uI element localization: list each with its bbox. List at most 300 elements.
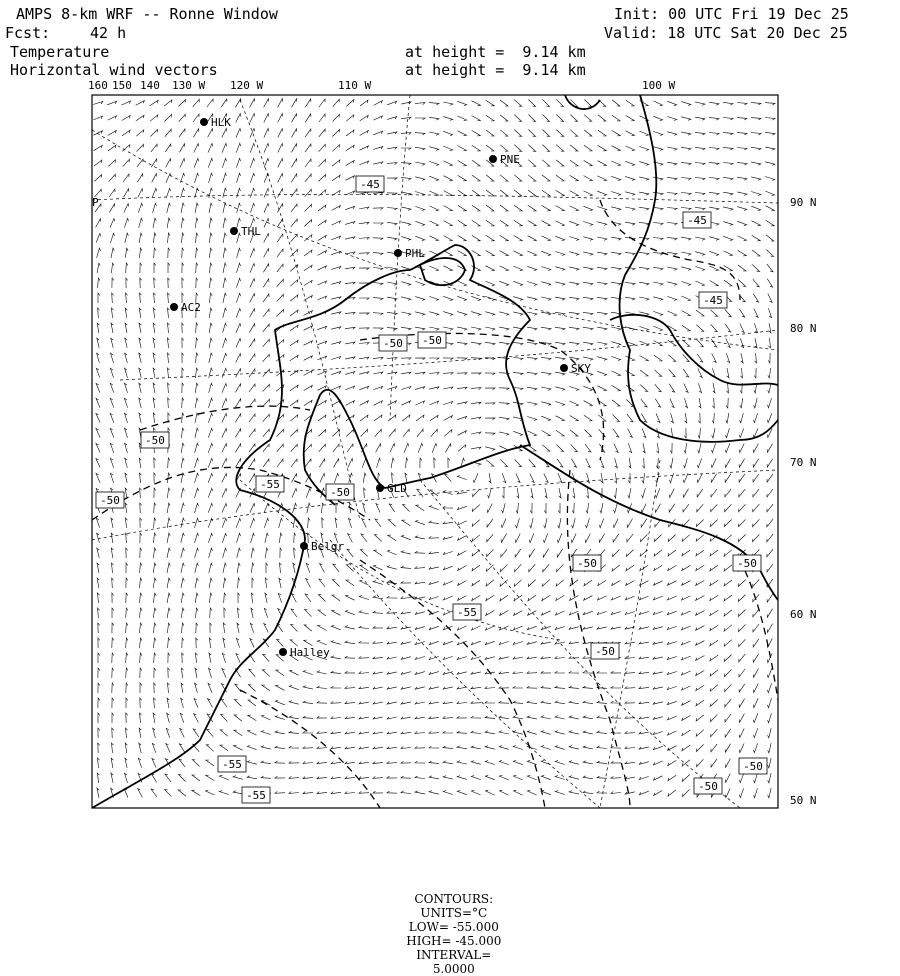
wind-vector (457, 476, 466, 480)
wind-vector (277, 294, 284, 301)
wind-vector (429, 358, 439, 360)
wind-vector (181, 563, 184, 573)
wind-vector (640, 565, 648, 570)
wind-vector (767, 624, 772, 633)
wind-vector (373, 611, 383, 613)
wind-vector (196, 233, 199, 243)
wind-vector (486, 611, 495, 616)
wind-vector (499, 716, 509, 719)
wind-vector (527, 327, 537, 330)
wind-vector (263, 324, 269, 332)
wind-vector (110, 368, 113, 377)
wind-vector (237, 608, 239, 618)
wind-vector (294, 533, 296, 543)
wind-vector (555, 627, 565, 630)
contour-label: -50 (737, 557, 757, 570)
wind-vector (236, 638, 239, 647)
wind-vector (583, 701, 593, 704)
wind-vector (401, 535, 410, 539)
wind-vector (571, 533, 576, 542)
wind-vector (111, 758, 113, 768)
wind-vector (236, 459, 241, 468)
wind-vector (223, 308, 227, 318)
wind-vector (709, 178, 719, 181)
wind-vector (499, 432, 509, 435)
wind-vector (235, 700, 242, 707)
wind-vector (359, 222, 369, 224)
wind-vector (740, 338, 743, 347)
wind-vector (275, 761, 285, 763)
wind-vector (151, 789, 157, 797)
contour-line (740, 560, 778, 700)
wind-vector (739, 428, 743, 437)
wind-vector (489, 473, 491, 483)
wind-vector (415, 776, 425, 779)
wind-vector (236, 158, 240, 167)
wind-vector (96, 414, 100, 423)
wind-vector (527, 657, 537, 659)
wind-vector (110, 473, 113, 482)
wind-vector (195, 563, 199, 573)
wind-vector (94, 145, 103, 150)
wind-vector (611, 161, 620, 166)
wind-vector (726, 428, 730, 438)
wind-vector (667, 193, 677, 196)
wind-vector (249, 669, 255, 677)
wind-vector (499, 281, 508, 285)
wind-vector (712, 428, 715, 438)
wind-vector (195, 473, 199, 483)
wind-vector (331, 282, 341, 285)
wind-vector (486, 190, 494, 196)
wind-vector (196, 263, 198, 273)
wind-vector (584, 145, 592, 151)
wind-vector (668, 731, 677, 735)
wind-vector (583, 267, 593, 270)
field-temperature: Temperature (10, 43, 110, 61)
wind-vector (767, 564, 773, 572)
wind-vector (653, 207, 663, 210)
wind-vector (415, 566, 425, 568)
wind-vector (710, 595, 718, 600)
wind-vector (180, 729, 185, 738)
wind-vector (96, 219, 101, 228)
wind-vector (360, 100, 368, 106)
wind-vector (710, 655, 718, 661)
wind-vector (140, 488, 142, 498)
wind-vector (236, 369, 241, 378)
wind-vector (655, 488, 659, 497)
wind-vector (345, 656, 355, 658)
wind-vector (359, 611, 369, 614)
wind-vector (515, 564, 522, 572)
wind-vector (684, 428, 686, 438)
wind-vector (444, 416, 453, 421)
wind-vector (502, 473, 506, 482)
wind-vector (711, 459, 716, 468)
wind-vector (516, 474, 520, 483)
wind-vector (653, 746, 662, 749)
wind-vector (543, 99, 550, 106)
wind-vector (625, 731, 635, 733)
wind-vector (317, 371, 326, 375)
wind-vector (250, 173, 254, 182)
wind-vector (765, 118, 775, 121)
wind-vector (167, 533, 170, 543)
wind-vector (359, 343, 369, 345)
wind-vector (486, 205, 494, 211)
wind-vector (528, 160, 536, 167)
wind-vector (569, 387, 579, 391)
wind-vector (541, 372, 551, 375)
wind-vector (667, 132, 677, 136)
wind-vector (527, 760, 536, 764)
wind-vector (387, 163, 397, 165)
wind-vector (486, 130, 494, 136)
wind-vector (124, 218, 128, 227)
wind-vector (402, 520, 410, 526)
wind-vector (527, 417, 537, 421)
wind-vector (223, 218, 226, 228)
wind-vector (486, 235, 494, 241)
wind-vector (359, 672, 369, 674)
wind-vector (290, 325, 298, 331)
wind-vector (513, 746, 523, 750)
wind-vector (209, 383, 213, 393)
wind-vector (249, 414, 255, 422)
wind-vector (584, 130, 592, 136)
wind-vector (289, 761, 299, 763)
wind-vector (669, 369, 676, 377)
wind-vector (252, 578, 254, 588)
longitude-line (92, 470, 778, 540)
wind-vector (387, 222, 397, 225)
wind-vector (513, 358, 523, 361)
wind-vector (583, 761, 593, 764)
wind-vector (513, 312, 523, 315)
wind-vector (373, 762, 383, 764)
station-label-phl: PHL (405, 247, 425, 260)
wind-vector (681, 252, 691, 255)
wind-vector (250, 203, 254, 212)
wind-vector (585, 534, 590, 543)
wind-vector (542, 145, 549, 152)
wind-vector (429, 373, 439, 375)
wind-vector (639, 162, 649, 166)
wind-vector (625, 792, 635, 794)
wind-vector (472, 251, 481, 256)
wind-vector (724, 280, 732, 286)
wind-vector (237, 173, 241, 183)
wind-vector (584, 191, 593, 196)
wind-vector (112, 593, 114, 603)
wind-vector (112, 563, 114, 573)
wind-vector (611, 776, 621, 778)
wind-vector (457, 416, 466, 419)
wind-vector (472, 190, 480, 196)
wind-vector (417, 429, 423, 437)
contour-label: -50 (100, 494, 120, 507)
wind-vector (683, 489, 688, 498)
wind-vector (208, 533, 212, 542)
wind-vector (209, 338, 212, 348)
wind-vector (249, 429, 255, 437)
wind-vector (739, 654, 745, 662)
wind-vector (319, 129, 325, 137)
wind-vector (583, 237, 593, 241)
wind-vector (667, 208, 677, 211)
wind-vector (570, 130, 578, 137)
wind-vector (222, 444, 227, 453)
wind-vector (111, 518, 113, 528)
wind-vector (739, 624, 746, 631)
wind-vector (168, 353, 170, 363)
wind-vector (236, 278, 240, 287)
wind-vector (236, 128, 241, 137)
wind-vector (277, 234, 283, 242)
wind-vector (625, 222, 635, 225)
wind-vector (264, 518, 268, 528)
wind-vector (305, 174, 311, 182)
wind-vector (555, 671, 565, 673)
wind-vector (263, 414, 270, 421)
wind-vector (471, 312, 481, 316)
wind-vector (685, 413, 687, 423)
wind-vector (236, 503, 241, 512)
wind-vector (429, 717, 439, 719)
wind-vector (361, 429, 368, 436)
wind-vector (373, 717, 383, 719)
wind-vector (179, 744, 184, 752)
wind-vector (486, 115, 494, 121)
wind-vector (528, 130, 535, 137)
wind-vector (360, 565, 368, 571)
wind-vector (754, 743, 758, 752)
wind-vector (625, 297, 635, 300)
wind-vector (611, 792, 621, 794)
wind-vector (178, 790, 186, 796)
wind-vector (625, 686, 635, 688)
wind-vector (737, 192, 747, 195)
wind-vector (443, 522, 453, 524)
wind-vector (429, 176, 438, 180)
wind-vector (486, 220, 494, 226)
wind-vector (569, 282, 579, 285)
wind-vector (611, 207, 621, 211)
wind-vector (500, 145, 508, 151)
wind-vector (696, 715, 704, 721)
wind-vector (667, 701, 676, 704)
wind-vector (723, 192, 733, 195)
wind-vector (126, 263, 128, 273)
wind-vector (390, 444, 395, 453)
wind-vector (457, 387, 467, 389)
wind-vector (541, 716, 551, 719)
wind-vector (639, 747, 649, 749)
wind-vector (402, 415, 410, 421)
wind-vector (513, 342, 523, 345)
wind-vector (97, 353, 100, 363)
wind-vector (657, 443, 659, 453)
wind-vector (726, 398, 728, 408)
wind-vector (345, 237, 355, 239)
wind-vector (471, 701, 481, 703)
wind-vector (181, 458, 184, 468)
wind-vector (264, 128, 269, 137)
field-wind-height: at height = 9.14 km (405, 61, 586, 79)
wind-vector (291, 204, 297, 212)
wind-vector (542, 205, 551, 211)
wind-vector (443, 687, 453, 689)
wind-vector (333, 99, 340, 107)
wind-vector (387, 687, 397, 689)
wind-vector (443, 551, 452, 554)
wind-vector (625, 612, 635, 615)
wind-vector (305, 204, 312, 211)
wind-vector (653, 672, 663, 674)
wind-vector (516, 518, 520, 528)
wind-vector (499, 746, 509, 750)
wind-vector (500, 220, 508, 226)
wind-vector (250, 279, 255, 288)
wind-vector (359, 253, 369, 255)
wind-vector (415, 297, 425, 301)
wind-vector (710, 310, 717, 317)
wind-vector (641, 519, 647, 527)
wind-vector (443, 296, 452, 300)
wind-vector (583, 776, 593, 779)
wind-vector (752, 265, 759, 272)
wind-vector (429, 401, 438, 405)
wind-vector (237, 263, 241, 273)
wind-vector (250, 99, 255, 108)
wind-vector (153, 203, 157, 213)
wind-vector (278, 114, 283, 123)
wind-vector (360, 115, 368, 120)
wind-vector (429, 791, 439, 795)
wind-vector (444, 266, 453, 271)
wind-vector (94, 160, 102, 166)
wind-vector (209, 173, 213, 183)
wind-vector (639, 192, 649, 195)
wind-vector (654, 776, 663, 780)
wind-vector (305, 144, 311, 152)
wind-vector (653, 596, 662, 600)
wind-vector (236, 323, 241, 332)
wind-vector (221, 99, 227, 107)
wind-vector (486, 100, 494, 106)
wind-vector (359, 386, 368, 389)
wind-vector (193, 99, 200, 106)
wind-vector (250, 114, 255, 123)
wind-vector (125, 248, 128, 258)
wind-vector (556, 595, 564, 600)
wind-vector (420, 458, 422, 468)
wind-vector (709, 251, 718, 255)
wind-vector (373, 732, 383, 734)
wind-vector (359, 717, 369, 719)
wind-vector (415, 118, 425, 120)
wind-vector (656, 458, 658, 468)
wind-vector (597, 252, 607, 255)
wind-vector (751, 177, 761, 180)
wind-vector (250, 503, 255, 512)
wind-vector (753, 459, 759, 467)
wind-vector (401, 387, 411, 390)
wind-vector (137, 174, 143, 182)
wind-vector (236, 308, 240, 317)
wind-vector (472, 116, 481, 121)
wind-vector (112, 578, 114, 588)
wind-vector (613, 414, 620, 421)
wind-vector (401, 163, 411, 165)
wind-vector (696, 611, 705, 616)
wind-vector (387, 101, 396, 105)
wind-vector (668, 535, 675, 542)
wind-vector (586, 503, 589, 513)
wind-vector (112, 638, 114, 648)
wind-vector (234, 730, 242, 736)
wind-vector (559, 488, 561, 498)
wind-vector (766, 220, 774, 226)
wind-vector (556, 175, 564, 181)
wind-vector (389, 504, 395, 512)
wind-vector (695, 117, 705, 120)
wind-vector (98, 683, 100, 693)
wind-vector (737, 207, 747, 211)
wind-vector (628, 443, 631, 452)
wind-vector (739, 459, 745, 468)
wind-vector (140, 578, 143, 588)
wind-vector (486, 145, 494, 151)
wind-vector (219, 775, 228, 780)
wind-vector (275, 731, 285, 734)
wind-vector (154, 278, 156, 288)
wind-vector (182, 653, 184, 663)
wind-vector (264, 203, 269, 212)
wind-vector (682, 686, 691, 690)
wind-vector (738, 236, 747, 241)
wind-vector (611, 252, 621, 255)
wind-vector (502, 503, 506, 513)
wind-vector (248, 715, 257, 721)
wind-vector (168, 668, 170, 678)
wind-vector (555, 731, 565, 735)
wind-vector (584, 115, 592, 122)
wind-vector (126, 698, 128, 708)
wind-vector (443, 537, 453, 540)
wind-vector (165, 789, 172, 796)
wind-vector (668, 775, 676, 781)
wind-vector (360, 131, 369, 136)
coastline-peninsula (620, 95, 778, 442)
wind-vector (768, 713, 772, 723)
wind-vector (359, 161, 368, 165)
wind-vector (726, 383, 728, 393)
wind-vector (387, 312, 397, 315)
wind-vector (753, 279, 759, 287)
wind-vector (611, 716, 621, 718)
wind-vector (739, 519, 746, 526)
wind-vector (317, 716, 327, 718)
wind-vector (569, 267, 579, 270)
wind-vector (209, 653, 211, 663)
wind-vector (195, 503, 199, 513)
wind-vector (137, 159, 143, 167)
wind-vector (222, 143, 227, 152)
wind-vector (626, 371, 635, 376)
wind-vector (499, 701, 509, 703)
